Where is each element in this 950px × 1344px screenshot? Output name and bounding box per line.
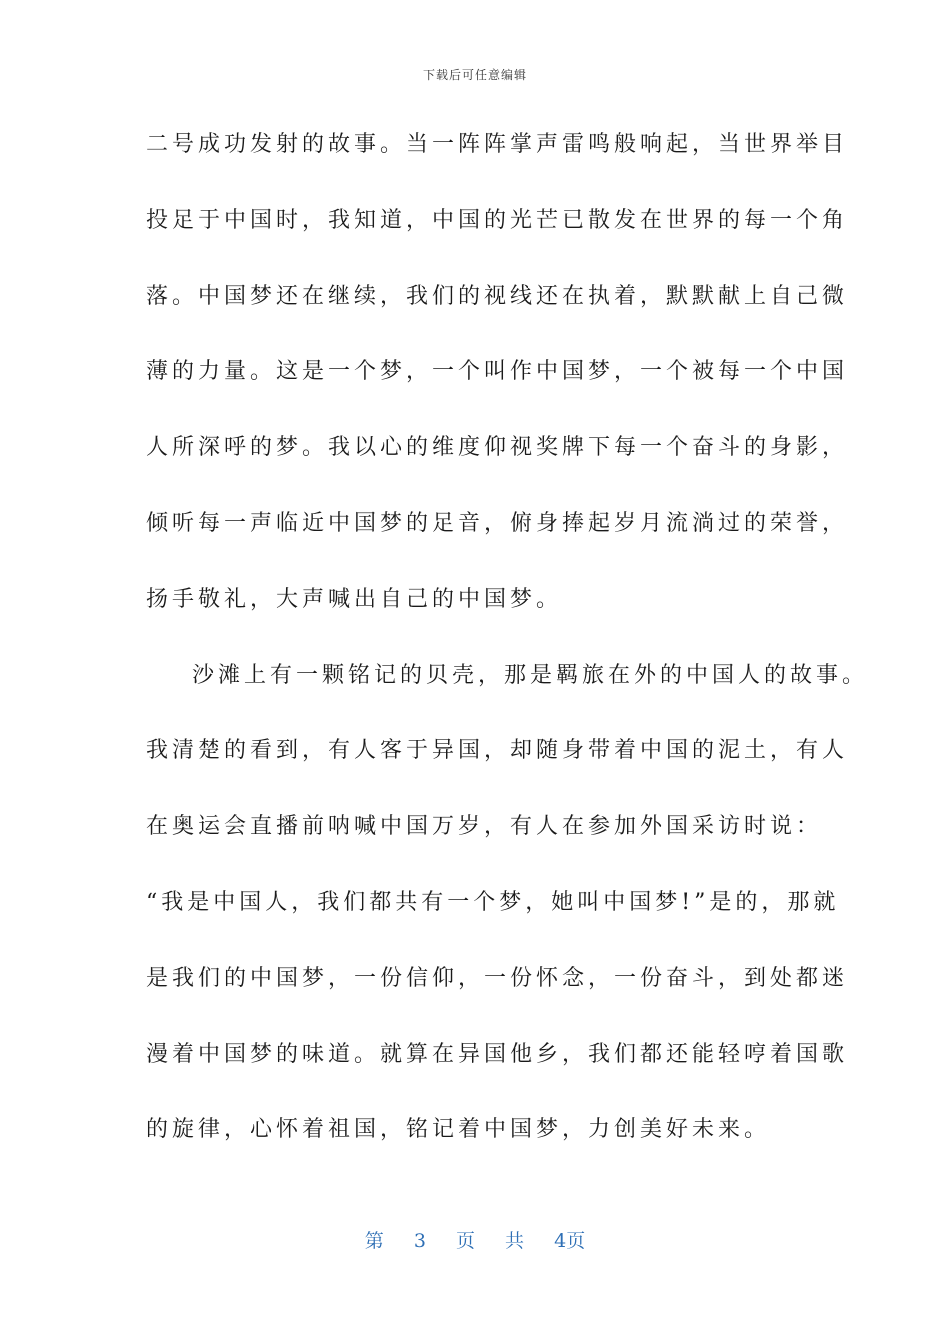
paragraph-line: 人所深呼的梦。我以心的维度仰视奖牌下每一个奋斗的身影， — [146, 435, 849, 461]
paragraph-line: 投足于中国时，我知道，中国的光芒已散发在世界的每一个角 — [146, 207, 849, 233]
total-pages: 4页 — [554, 1230, 586, 1252]
footer-di: 第 — [364, 1230, 384, 1252]
footer-gong: 共 — [505, 1230, 525, 1252]
paragraph-line: 漫着中国梦的味道。就算在异国他乡，我们都还能轻哼着国歌 — [146, 1041, 849, 1067]
paragraph-line: 薄的力量。这是一个梦，一个叫作中国梦，一个被每一个中国 — [146, 359, 849, 385]
paragraph-line: 二号成功发射的故事。当一阵阵掌声雷鸣般响起，当世界举目 — [146, 132, 849, 157]
page-footer — [0, 1226, 950, 1253]
paragraph-line: 沙滩上有一颗铭记的贝壳，那是羁旅在外的中国人的故事。 — [192, 662, 869, 688]
current-page-number: 3 — [413, 1230, 426, 1252]
page-header: 下载后可任意编辑 — [422, 68, 527, 82]
paragraph-line: “我是中国人，我们都共有一个梦，她叫中国梦!”是的，那就 — [146, 889, 840, 915]
paragraph-line: 落。中国梦还在继续，我们的视线还在执着，默默献上自己微 — [146, 283, 849, 309]
paragraph-line: 是我们的中国梦，一份信仰，一份怀念，一份奋斗，到处都迷 — [146, 965, 849, 991]
paragraph-line: 倾听每一声临近中国梦的足音，俯身捧起岁月流淌过的荣誉， — [146, 510, 849, 536]
document-body — [146, 118, 869, 1179]
paragraph-line: 的旋律，心怀着祖国，铭记着中国梦，力创美好未来。 — [146, 1117, 771, 1143]
paragraph-line: 我清楚的看到，有人客于异国，却随身带着中国的泥土，有人 — [146, 738, 849, 764]
paragraph-line: 扬手敬礼，大声喊出自己的中国梦。 — [146, 586, 563, 612]
paragraph-line: 在奥运会直播前呐喊中国万岁，有人在参加外国采访时说： — [146, 814, 823, 840]
footer-ye: 页 — [455, 1230, 475, 1252]
